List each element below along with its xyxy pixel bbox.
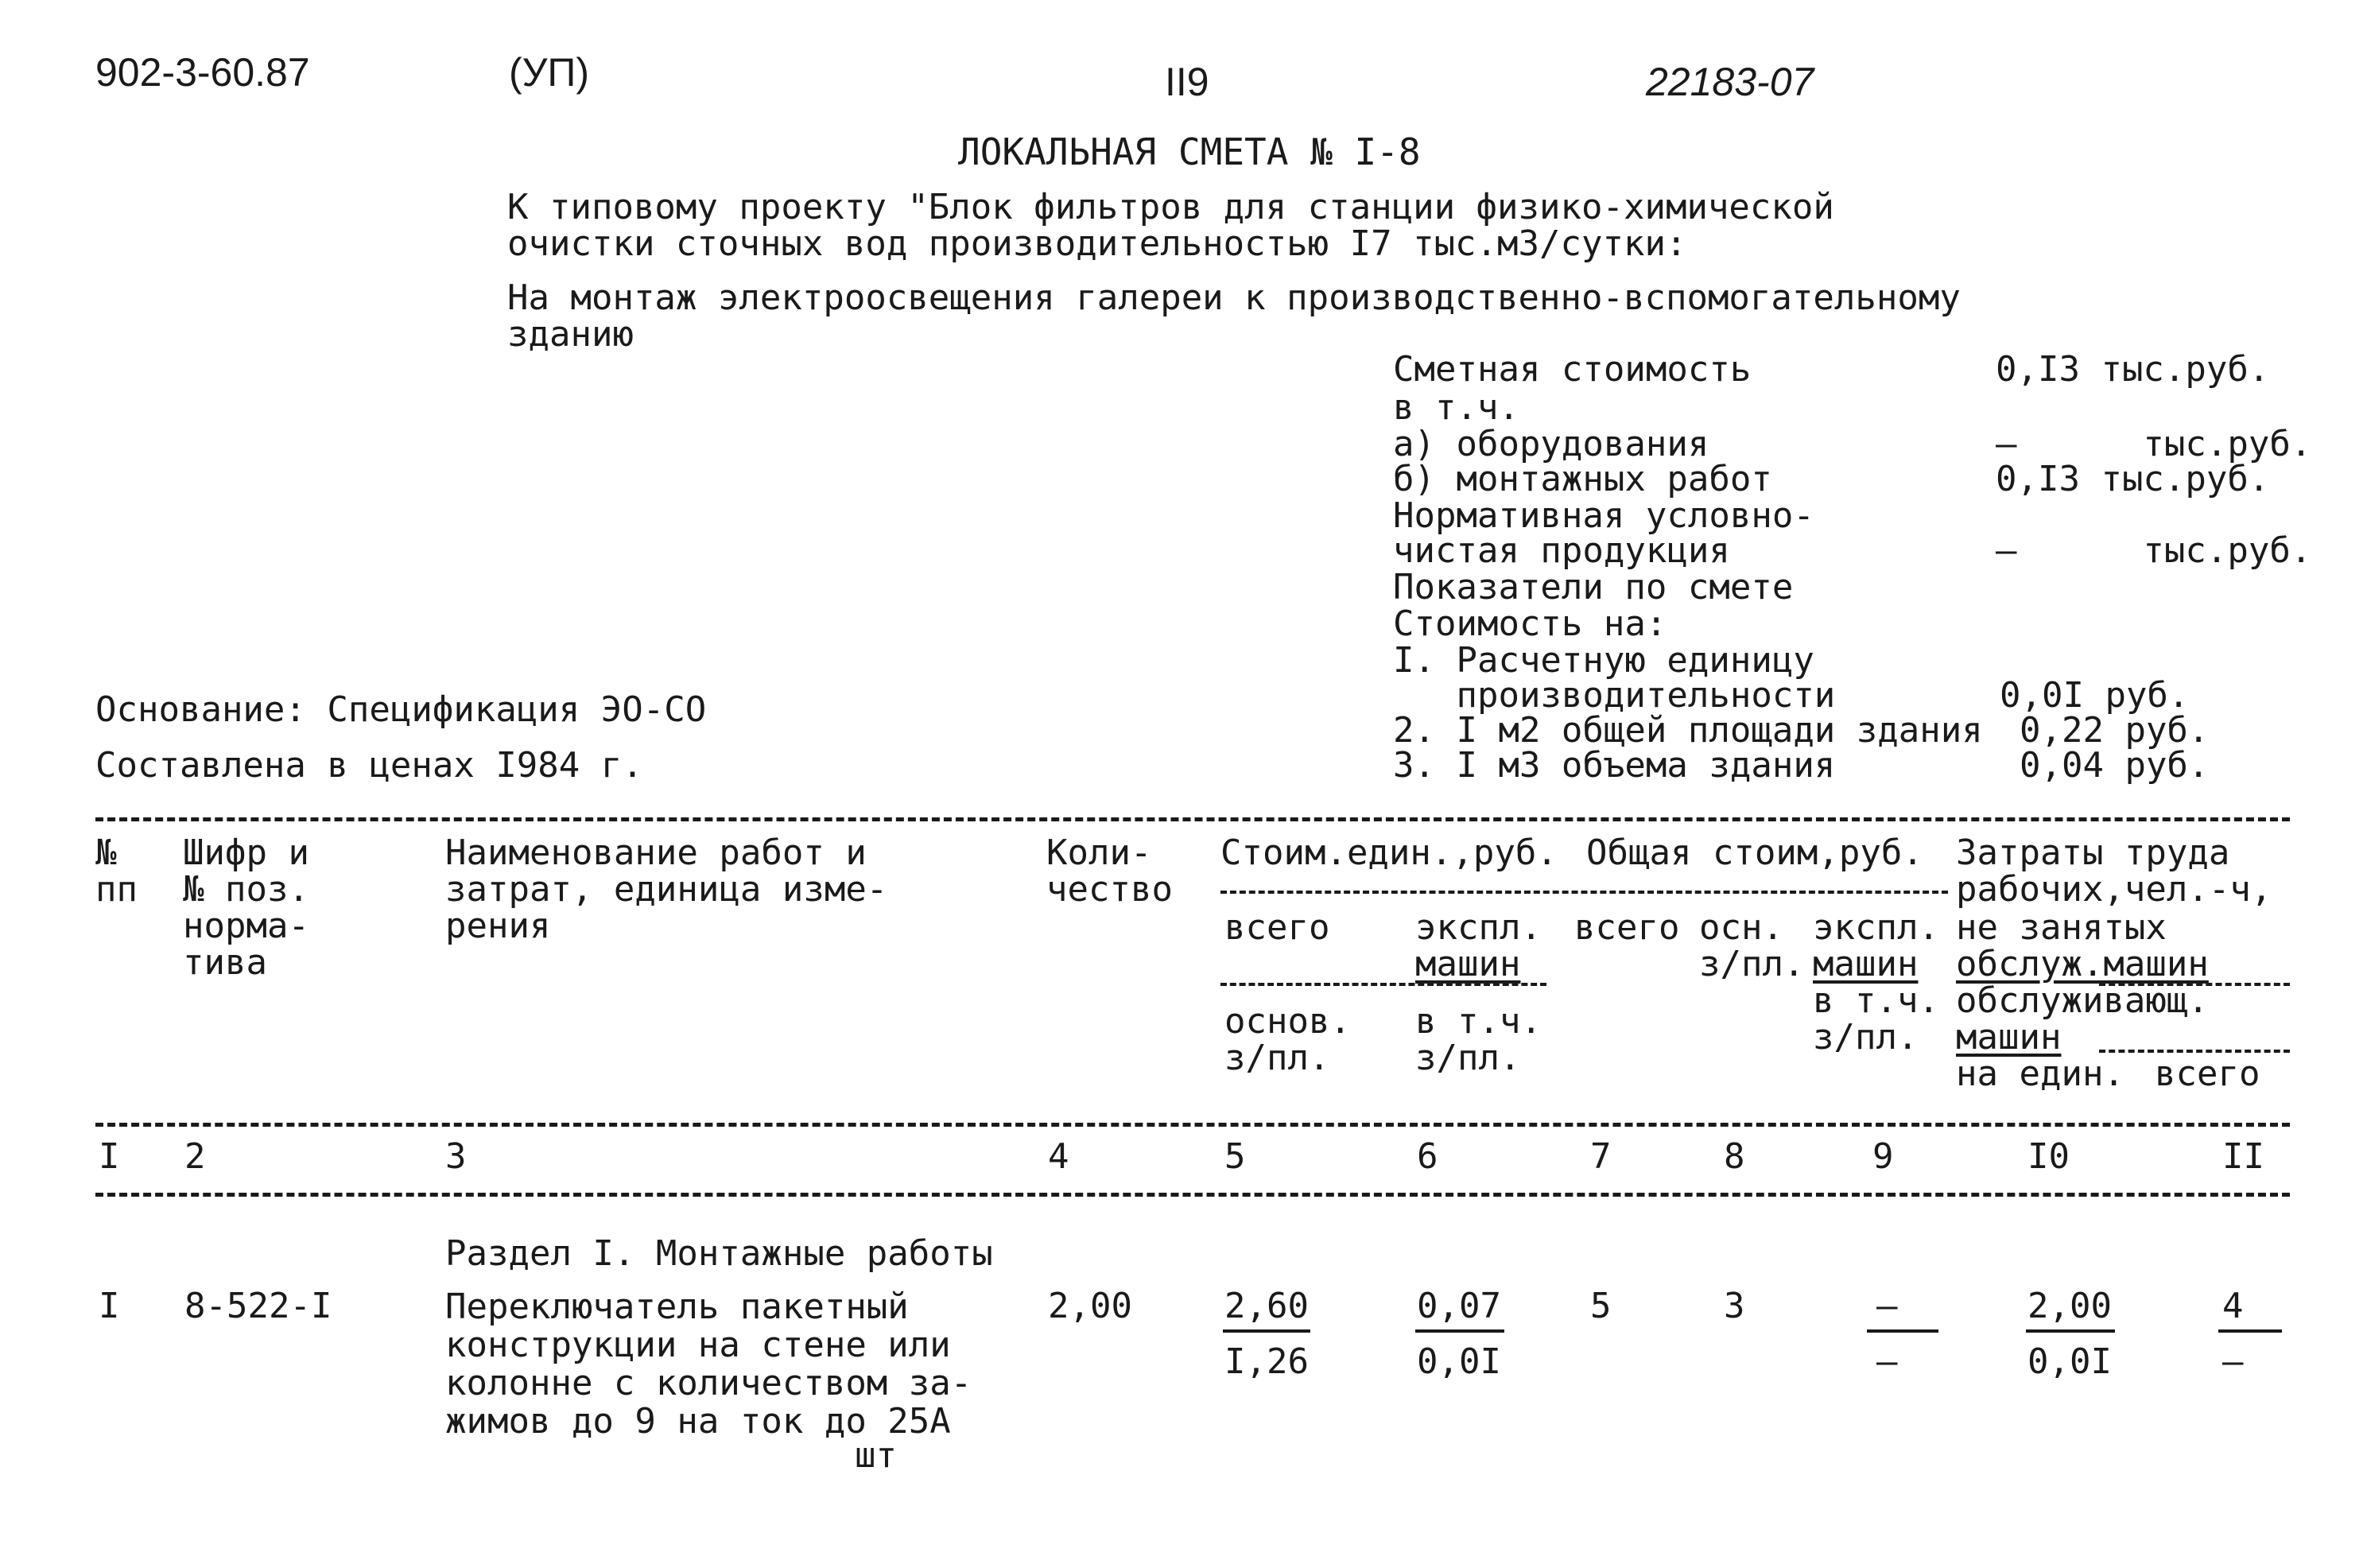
project-line-1: К типовому проекту "Блок фильтров для станции физико-химической — [507, 187, 1834, 227]
row-c8: 3 — [1724, 1286, 1745, 1326]
col-number-9: 9 — [1872, 1136, 1894, 1177]
col-number-bottom-rule — [95, 1193, 2290, 1197]
project-line-3: На монтаж электроосвещения галереи к производственно-вспомогательному — [507, 278, 1961, 318]
row-c10a: 2,00 — [2027, 1286, 2112, 1326]
col-header-10a: не занятых — [1956, 907, 2167, 948]
header-sub-rule — [1220, 891, 1948, 894]
page-number: II9 — [1165, 60, 1209, 104]
col-number-10: I0 — [2027, 1136, 2070, 1177]
project-line-2: очистки сточных вод производительностью I7 тыс.м3/сутки: — [507, 223, 1687, 264]
row-c11a: 4 — [2222, 1286, 2244, 1326]
col-header-8: осн. з/пл. — [1699, 907, 1805, 984]
col-header-10e: на един. — [1956, 1054, 2124, 1094]
summary-item-1b: производительности — [1393, 675, 1836, 716]
row-c9b: – — [1876, 1341, 1898, 1382]
table-top-rule — [95, 817, 2290, 821]
row-num: I — [99, 1286, 120, 1326]
col-header-5a: всего — [1224, 907, 1330, 948]
row-c5a: 2,60 — [1224, 1286, 1309, 1326]
header-sub-rule-4 — [2099, 1050, 2290, 1053]
summary-item-3: 3. I м3 объема здания — [1393, 745, 1836, 786]
summary-indicators: Показатели по смете — [1393, 567, 1794, 607]
col-number-5: 5 — [1224, 1136, 1246, 1177]
row-c5a-underline — [1223, 1329, 1310, 1333]
row-name: Переключатель пакетный конструкции на стене или колонне с количеством за- жимов до 9 на ток до 25А — [445, 1287, 972, 1442]
col-header-9a2: машин — [1813, 944, 1919, 984]
row-c9a-underline — [1867, 1329, 1938, 1333]
doc-code: 902-3-60.87 — [95, 50, 310, 95]
row-c6a: 0,07 — [1417, 1286, 1501, 1326]
col-header-unit-cost: Стоим.един.,руб. — [1220, 833, 1558, 873]
col-header-10d: машин — [1956, 1017, 2062, 1058]
summary-item-1-value: 0,0I руб. — [2000, 675, 2190, 716]
header-sub-rule-2 — [1220, 983, 1546, 986]
summary-norm-value: – тыс.руб. — [1996, 530, 2312, 571]
row-qty: 2,00 — [1048, 1286, 1132, 1326]
col-number-6: 6 — [1417, 1136, 1438, 1177]
summary-cost-value: 0,I3 тыс.руб. — [1996, 349, 2270, 390]
summary-mount-value: 0,I3 тыс.руб. — [1996, 459, 2270, 499]
summary-item-3-value: 0,04 руб. — [2020, 745, 2210, 786]
page-title: ЛОКАЛЬНАЯ СМЕТА № I-8 — [958, 130, 1421, 173]
summary-equip-label: а) оборудования — [1393, 424, 1709, 464]
row-c7: 5 — [1590, 1286, 1612, 1326]
row-c9a: – — [1876, 1286, 1898, 1326]
prices-line: Составлена в ценах I984 г. — [95, 745, 643, 786]
col-header-10b: обслуж.машин — [1956, 944, 2209, 984]
col-header-name: Наименование работ и затрат, единица изме- рения — [445, 833, 888, 946]
doc-number: 22183-07 — [1646, 60, 1814, 104]
row-c11b: – — [2222, 1341, 2244, 1382]
summary-cost-label: Сметная стоимость — [1393, 349, 1752, 390]
doc-mark: (УП) — [509, 50, 590, 95]
col-number-7: 7 — [1590, 1136, 1612, 1177]
summary-cost-on: Стоимость на: — [1393, 604, 1667, 644]
summary-norm-1: Нормативная условно- — [1393, 495, 1814, 536]
col-number-top-rule — [95, 1123, 2290, 1127]
summary-norm-2: чистая продукция — [1393, 530, 1730, 571]
summary-mount-label: б) монтажных работ — [1393, 459, 1772, 499]
row-c6b: 0,0I — [1417, 1341, 1501, 1382]
col-header-6a2: машин — [1415, 944, 1521, 984]
col-number-8: 8 — [1724, 1136, 1745, 1177]
row-c11a-underline — [2218, 1329, 2282, 1333]
row-code: 8-522-I — [184, 1286, 332, 1326]
section-title: Раздел I. Монтажные работы — [445, 1233, 993, 1274]
col-number-3: 3 — [445, 1136, 467, 1177]
col-header-labor: Затраты труда рабочих,чел.-ч, — [1956, 833, 2272, 910]
project-line-4: зданию — [507, 314, 634, 355]
col-header-6b: в т.ч. з/пл. — [1415, 1001, 1542, 1078]
col-number-4: 4 — [1048, 1136, 1069, 1177]
col-header-total-cost: Общая стоим,руб. — [1586, 833, 1923, 873]
col-header-code: Шифр и № поз. норма- тива — [183, 833, 309, 983]
summary-incl: в т.ч. — [1393, 387, 1519, 428]
row-c6a-underline — [1415, 1329, 1504, 1333]
row-c10b: 0,0I — [2027, 1341, 2112, 1382]
col-header-10c: обслуживающ. — [1956, 980, 2209, 1021]
col-header-6a: экспл. — [1415, 907, 1542, 948]
col-header-num: № пп — [95, 833, 138, 910]
col-header-9a: экспл. — [1813, 907, 1939, 948]
col-header-7: всего — [1574, 907, 1680, 948]
col-header-11: всего — [2155, 1054, 2260, 1094]
header-sub-rule-3 — [2099, 983, 2290, 986]
row-c10a-underline — [2026, 1329, 2115, 1333]
summary-item-2-value: 0,22 руб. — [2020, 710, 2210, 751]
row-c5b: I,26 — [1224, 1341, 1309, 1382]
col-number-11: II — [2222, 1136, 2264, 1177]
col-header-9b: в т.ч. з/пл. — [1813, 980, 1939, 1058]
col-number-1: I — [99, 1136, 120, 1177]
basis-line: Основание: Спецификация ЭО-СО — [95, 689, 707, 730]
summary-item-1a: I. Расчетную единицу — [1393, 640, 1814, 681]
col-header-5b: основ. з/пл. — [1224, 1001, 1351, 1078]
summary-item-2: 2. I м2 общей площади здания — [1393, 710, 1983, 751]
col-header-qty: Коли- чество — [1046, 833, 1173, 910]
col-number-2: 2 — [184, 1136, 206, 1177]
row-unit: шт — [855, 1435, 897, 1476]
summary-equip-value: – тыс.руб. — [1996, 424, 2312, 464]
